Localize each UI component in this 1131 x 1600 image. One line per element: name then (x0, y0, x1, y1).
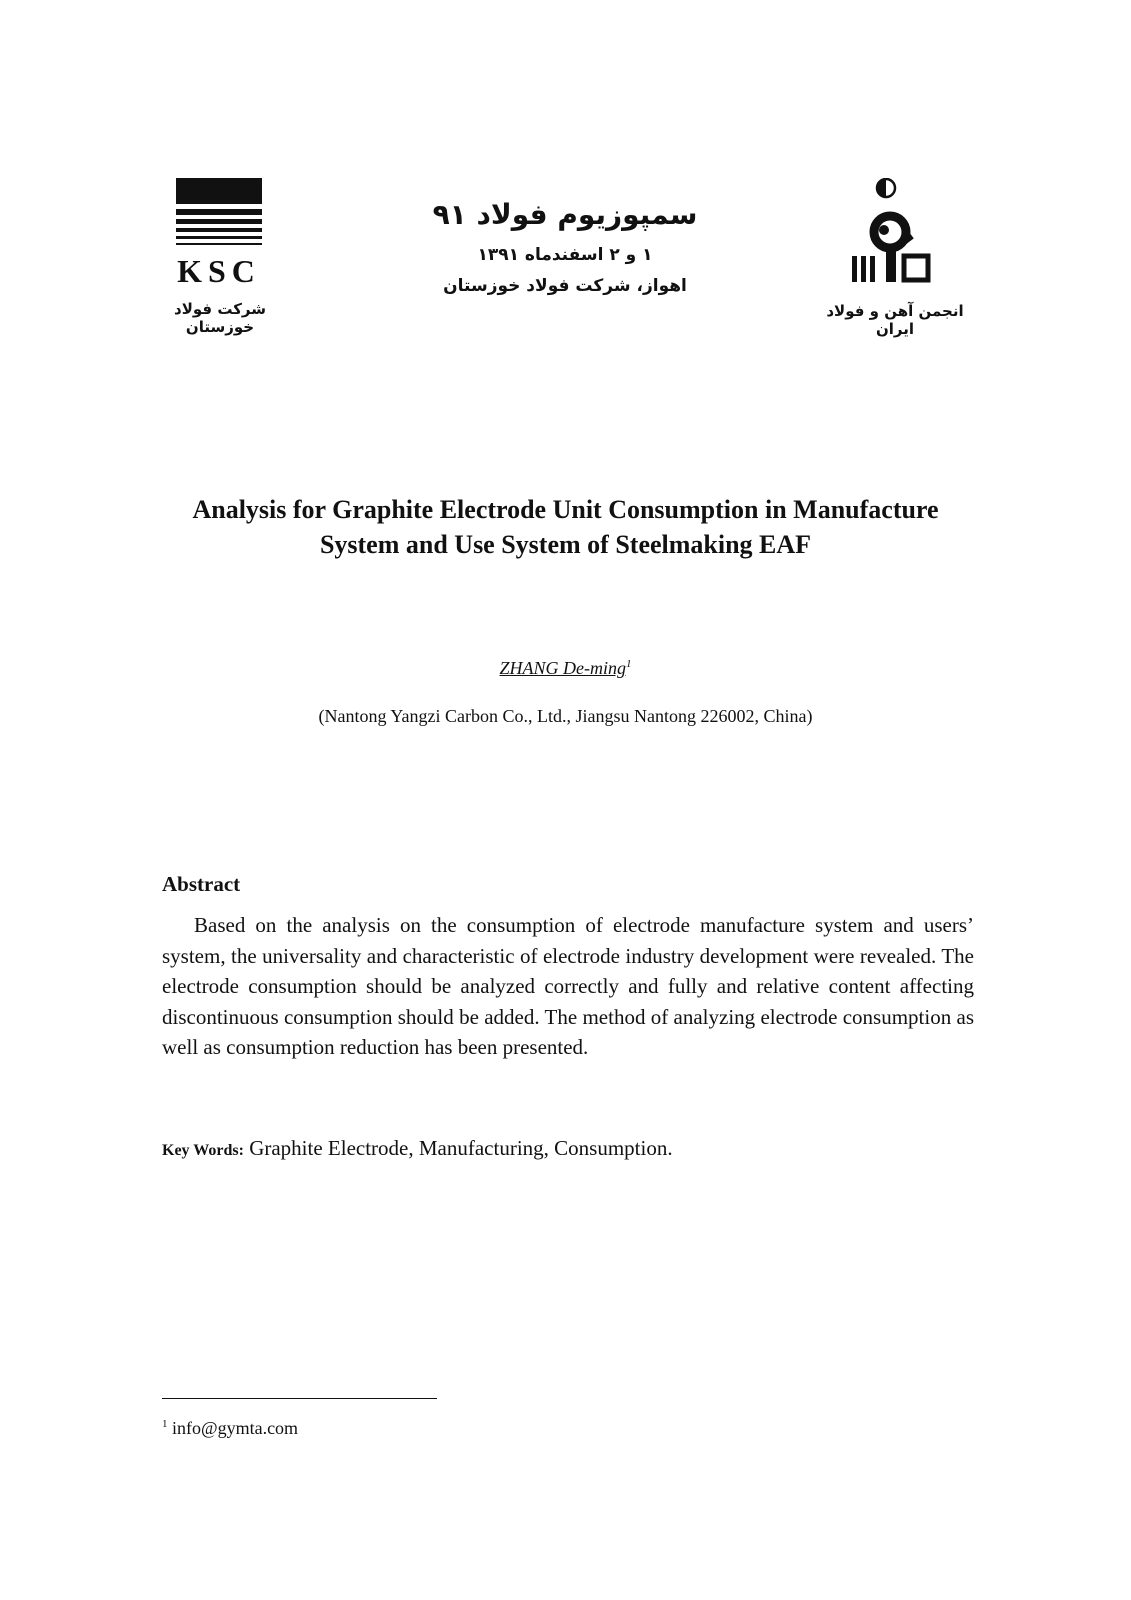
paper-title (150, 492, 981, 562)
author-footnote-mark: 1 (626, 658, 632, 670)
paper-title-line-2: System and Use System of Steelmaking EAF (319, 530, 812, 559)
ksc-logo-text: KSC (177, 253, 261, 288)
ksc-logo-graphic (176, 178, 268, 288)
footnote-divider (162, 1398, 437, 1399)
society-logo-graphic (852, 178, 948, 290)
footnote-email: info@gymta.com (167, 1418, 299, 1438)
ksc-logo (176, 178, 268, 288)
paper-title-line-1: Analysis for Graphite Electrode Unit Consumption in Manufacture (192, 495, 939, 524)
abstract-heading: Abstract (162, 872, 241, 896)
abstract-body: Based on the analysis on the consumption of electrode manufacture system and users’ system, the universality and characteristic of electrode industry development were revealed. The electrode consumption should be analyzed correctly and fully and relative content affecting discontinuous consumption should be added. The method of analyzing electrode consumption as well as consumption reduction has been presented. (162, 913, 974, 1059)
symposium-date: ۱ و ۲ اسفندماه ۱۳۹۱ (477, 245, 653, 265)
symposium-header (400, 195, 730, 301)
society-logo (852, 178, 948, 290)
symposium-place: اهواز، شرکت فولاد خوزستان (443, 276, 687, 296)
keywords-text: Graphite Electrode, Manufacturing, Consumption. (243, 1136, 673, 1160)
author-name: ZHANG De-ming (499, 658, 626, 678)
ksc-caption: شرکت فولاد خوزستان (174, 300, 266, 336)
footnote-mark: 1 (162, 1418, 168, 1430)
affiliation: (Nantong Yangzi Carbon Co., Ltd., Jiangsu Nantong 226002, China) (318, 706, 813, 726)
society-caption: انجمن آهن و فولاد ایران (826, 302, 964, 338)
symposium-title: سمپوزیوم فولاد ۹۱ (432, 198, 698, 231)
keywords (162, 1134, 974, 1165)
author (150, 652, 981, 680)
keywords-label: Key Words: (162, 1142, 244, 1159)
footnote (162, 1412, 298, 1440)
